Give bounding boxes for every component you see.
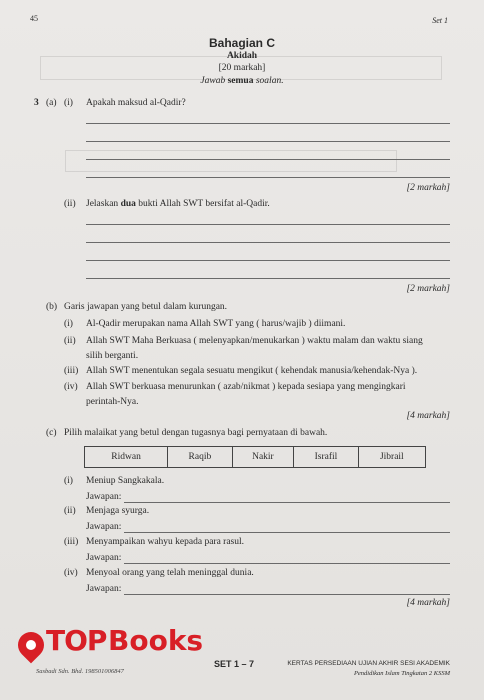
angel-option: Israfil	[294, 447, 358, 468]
instruction-pre: Jawab	[200, 76, 226, 86]
answer-label: Jawapan:	[86, 584, 122, 594]
section-title: Bahagian C	[208, 36, 275, 50]
b-item-number: (iii)	[64, 366, 79, 376]
marks-a-i: [2 markah]	[406, 183, 450, 193]
b-item-text[interactable]: Allah SWT menentukan segala sesuatu mengikut ( kehendak manusia/kehendak-Nya ).	[86, 366, 418, 376]
logo-text-top: TOP	[46, 624, 107, 657]
c-item-number: (iii)	[64, 537, 79, 547]
answer-line[interactable]	[86, 278, 450, 279]
set-label: Set 1	[432, 16, 448, 25]
a-ii-pre: Jelaskan	[86, 199, 119, 209]
sub-i-label: (i)	[64, 98, 73, 108]
topbooks-logo	[10, 610, 204, 670]
c-item-text: Menjaga syurga.	[86, 506, 150, 516]
answer-label: Jawapan:	[86, 492, 122, 502]
set-page-label: SET 1 – 7	[214, 659, 255, 669]
sub-ii-label: (ii)	[64, 199, 76, 209]
b-item-number: (ii)	[64, 336, 76, 346]
b-item-text[interactable]: Allah SWT berkuasa menurunkan ( azab/nikmat ) kepada sesiapa yang mengingkari	[86, 382, 406, 392]
question-a-i-text: Apakah maksud al-Qadir?	[86, 98, 186, 108]
show-through-box-2	[65, 150, 397, 172]
c-item-number: (i)	[64, 476, 73, 486]
section-marks: [20 markah]	[218, 63, 266, 73]
logo-text-books: Books	[108, 624, 204, 657]
section-subtitle: Akidah	[226, 51, 258, 61]
c-item-text: Meniup Sangkakala.	[86, 476, 165, 486]
c-item-number: (ii)	[64, 506, 76, 516]
marks-b: [4 markah]	[406, 411, 450, 421]
answer-line[interactable]	[86, 224, 450, 225]
answer-line[interactable]	[124, 502, 450, 503]
b-item-text[interactable]: Allah SWT Maha Berkuasa ( melenyapkan/menukarkan ) waktu malam dan waktu siang	[86, 336, 423, 346]
b-item-text[interactable]: Al-Qadir merupakan nama Allah SWT yang ( harus/wajib ) diimani.	[86, 319, 346, 329]
question-number: 3	[34, 98, 39, 108]
page-number: 45	[30, 14, 38, 23]
b-item-number: (iv)	[64, 382, 78, 392]
c-item-number: (iv)	[64, 568, 78, 578]
answer-line[interactable]	[124, 532, 450, 533]
c-item-text: Menyampaikan wahyu kepada para rasul.	[86, 537, 245, 547]
answer-line[interactable]	[86, 260, 450, 261]
a-ii-bold: dua	[120, 199, 136, 209]
marks-c: [4 markah]	[406, 598, 450, 608]
marks-a-ii: [2 markah]	[406, 284, 450, 294]
answer-label: Jawapan:	[86, 522, 122, 532]
part-a-label: (a)	[46, 98, 57, 108]
answer-line[interactable]	[124, 563, 450, 564]
angel-option: Ridwan	[85, 447, 168, 468]
location-pin-icon	[13, 627, 50, 664]
part-b-label: (b)	[46, 302, 58, 312]
angel-option: Nakir	[232, 447, 294, 468]
instruction-post: soalan.	[255, 76, 284, 86]
part-c-label: (c)	[46, 428, 57, 438]
part-b-instruction: Garis jawapan yang betul dalam kurungan.	[64, 302, 228, 312]
b-item-text-cont: perintah-Nya.	[86, 397, 139, 407]
part-c-instruction: Pilih malaikat yang betul dengan tugasnya bagi pernyataan di bawah.	[64, 428, 328, 438]
b-item-text-cont: silih berganti.	[86, 351, 139, 361]
answer-line[interactable]	[86, 123, 450, 124]
answer-line[interactable]	[86, 141, 450, 142]
b-item-number: (i)	[64, 319, 73, 329]
question-a-ii-text	[86, 199, 270, 209]
answer-line[interactable]	[86, 242, 450, 243]
series-title: KERTAS PERSEDIAAN UJIAN AKHIR SESI AKADEMIK	[287, 660, 450, 667]
subject-title: Pendidikan Islam Tingkatan 2 KSSM	[353, 670, 450, 677]
angel-option: Raqib	[168, 447, 232, 468]
angel-options-table	[84, 446, 426, 468]
c-item-text: Menyoal orang yang telah meninggal dunia.	[86, 568, 254, 578]
angel-option: Jibrail	[358, 447, 425, 468]
section-instruction	[0, 76, 484, 86]
answer-line[interactable]	[86, 159, 450, 160]
a-ii-post: bukti Allah SWT bersifat al-Qadir.	[138, 199, 270, 209]
instruction-bold: semua	[227, 76, 254, 86]
answer-label: Jawapan:	[86, 553, 122, 563]
publisher-text: Sasbadi Sdn. Bhd. 198501006847	[36, 668, 124, 675]
answer-line[interactable]	[86, 177, 450, 178]
answer-line[interactable]	[124, 594, 450, 595]
